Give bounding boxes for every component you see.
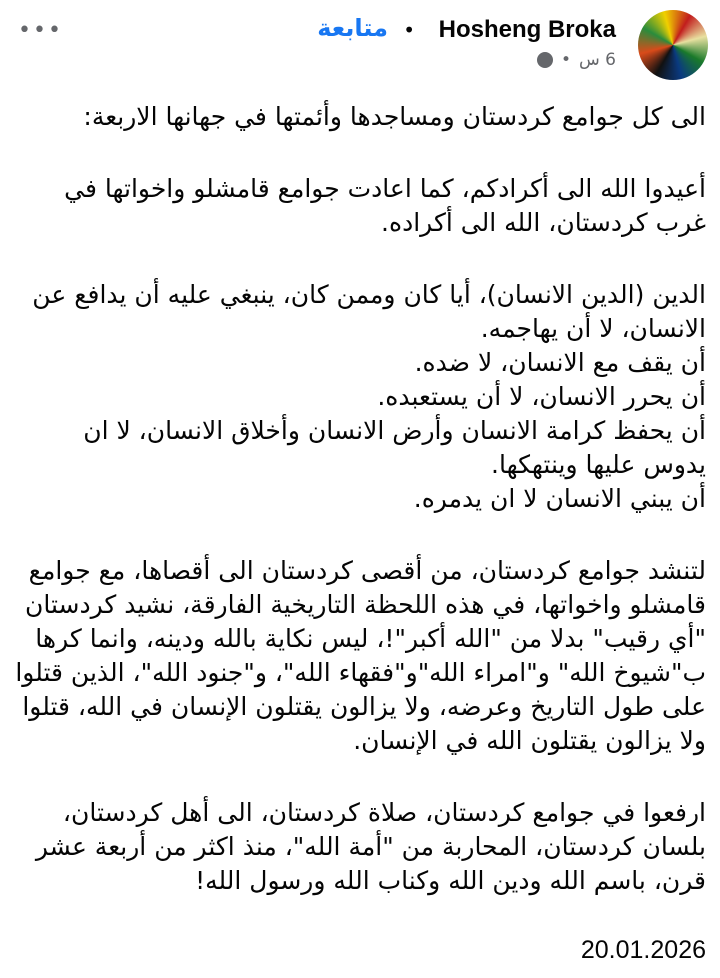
text-line: قامشلو واخواتها، في هذه اللحظة التاريخية الفارقة، نشيد كردستان [25, 590, 706, 619]
text-line: أن يحرر الانسان، لا أن يستعبده. [377, 382, 706, 411]
meta-separator: • [560, 50, 572, 70]
text-line: بلسان كردستان، المحاربة من "أمة الله"، منذ اكثر من أربعة عشر [35, 832, 706, 861]
more-options-button[interactable]: ••• [18, 18, 63, 43]
text-line: ولا يزالون يقتلون الله في الإنسان. [353, 726, 706, 755]
post-time[interactable]: 6 س [579, 50, 616, 70]
post-meta [537, 50, 616, 70]
text-line: ارفعوا في جوامع كردستان، صلاة كردستان، الى أهل كردستان، [62, 798, 706, 827]
text-line: غرب كردستان، الله الى أكراده. [381, 208, 706, 237]
text-line: الدين (الدين الانسان)، أيا كان وممن كان، ينبغي عليه أن يدافع عن [32, 280, 706, 309]
text-line: الى كل جوامع كردستان ومساجدها وأئمتها في جهانها الاربعة: [83, 102, 706, 131]
paragraph-gap [11, 516, 706, 554]
text-line: أن يقف مع الانسان، لا ضده. [414, 348, 706, 377]
text-line: يدوس عليها وينتهكها. [491, 450, 706, 479]
post-text [11, 100, 706, 898]
text-line: قرن، باسم الله ودين الله وكناب الله ورسول الله! [195, 866, 706, 895]
text-line: أن يحفظ كرامة الانسان وأرض الانسان وأخلاق الانسان، لا ان [83, 416, 706, 445]
text-line: الانسان، لا أن يهاجمه. [480, 314, 706, 343]
paragraph-gap [11, 758, 706, 796]
follow-button[interactable]: متابعة [317, 14, 388, 42]
text-line: "أي رقيب" بدلا من "الله أكبر"!، ليس نكاية بالله ودينه، وانما كرها [35, 624, 706, 653]
text-line: أن يبني الانسان لا ان يدمره. [413, 484, 706, 513]
paragraph-gap [11, 134, 706, 172]
paragraph-gap [11, 240, 706, 278]
text-line: أعيدوا الله الى أكرادكم، كما اعادت جوامع قامشلو واخواتها في [64, 174, 706, 203]
text-line: على طول التاريخ وعرضه، ولا يزالون يقتلون الإنسان في الله، قتلوا [22, 692, 706, 721]
author-avatar[interactable] [638, 10, 708, 80]
author-name[interactable]: Hosheng Broka [438, 16, 616, 43]
globe-icon [537, 52, 553, 68]
separator-dot: • [403, 18, 415, 42]
post-header [0, 0, 720, 90]
post-date: 20.01.2026 [580, 936, 706, 964]
text-line: ب"شيوخ الله" و"امراء الله"و"فقهاء الله"، و"جنود الله"، الذين قتلوا [15, 658, 706, 687]
text-line: لتنشد جوامع كردستان، من أقصى كردستان الى أقصاها، مع جوامع [28, 556, 706, 585]
